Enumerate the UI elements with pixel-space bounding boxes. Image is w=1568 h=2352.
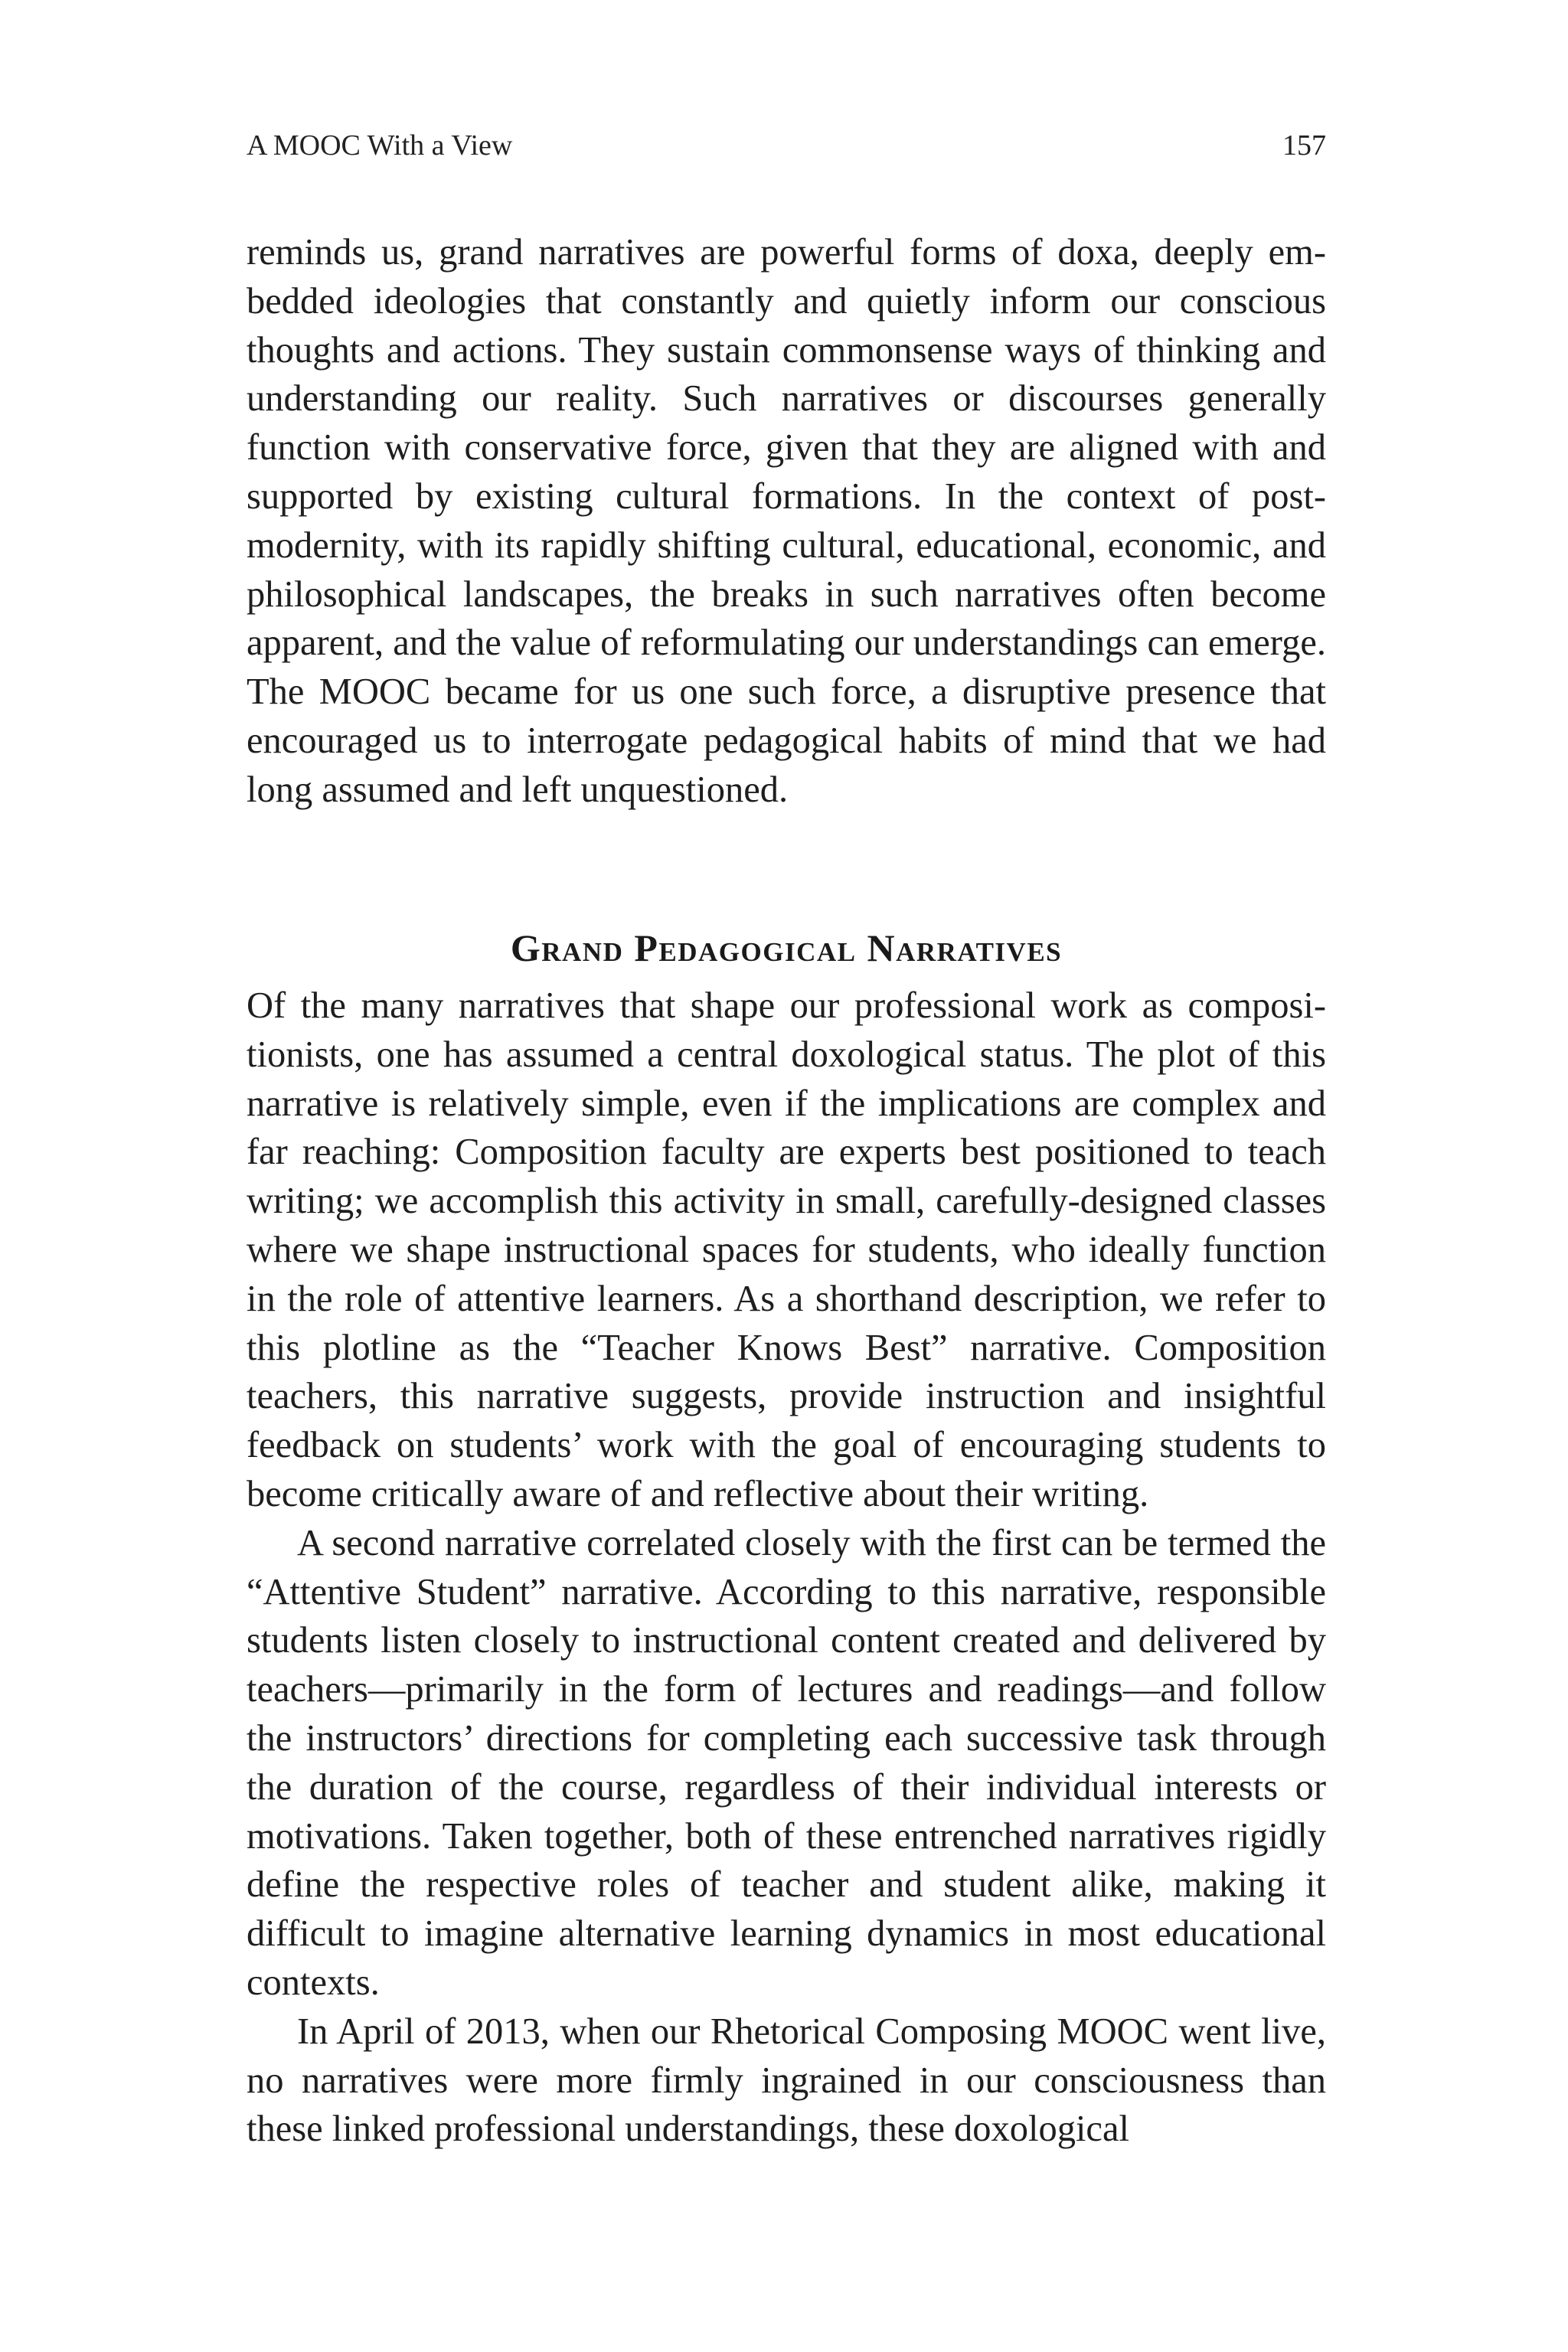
paragraph-continued: reminds us, grand narratives are powerful forms of doxa, deeply embedded ideologies that constantly and quietly inform our conscious thoughts and actions. They sustain commonsense ways of thinking and understanding our reality. Such narratives or discourses generally function with conservative force, given that they are aligned with and supported by existing cultural formations. In the context of postmodernity, with its rapidly shifting cultural, educational, economic, and philosophical landscapes, the breaks in such narratives often become apparent, and the value of reformulating our understandings can emerge. The MOOC became for us one such force, a disruptive presence that encouraged us to interrogate pedagogical habits of mind that we had long assumed and left unquestioned. <box>247 232 1326 810</box>
section-heading: Grand Pedagogical Narratives <box>510 926 1063 969</box>
paragraph-attentive-student: A second narrative correlated closely with the first can be termed the “Attentive Student” narrative. According to this narrative, responsible students listen closely to instructional content created and delivered by teachers—primarily in the form of lectures and readings—and follow the instructors’ directions for completing each successive task through the duration of the course, regardless of their individual interests or motivations. Taken together, both of these entrenched narratives rigidly define the respective roles of teacher and student alike, making it difficult to imagine alternative learning dynamics in most educational contexts. <box>247 1522 1326 2003</box>
running-head-title: A MOOC With a View <box>247 129 513 162</box>
page-number: 157 <box>1282 129 1326 162</box>
opening-text-block <box>247 228 1326 815</box>
paragraph-teacher-knows-best: Of the many narratives that shape our professional work as compositionists, one has assumed a central doxological status. The plot of this narrative is relatively simple, even if the implications are complex and far reaching: Composition faculty are experts best positioned to teach writing; we accomplish this activity in small, carefully-designed classes where we shape instructional spaces for students, who ideally function in the role of attentive learners. As a shorthand description, we refer to this plotline as the “Teacher Knows Best” narrative. Composition teachers, this narrative suggests, provide instruction and insightful feedback on students’ work with the goal of encouraging students to become critically aware of and reflective about their writing. <box>247 985 1326 1514</box>
section-text-block <box>247 982 1326 2154</box>
paragraph-april-2013: In April of 2013, when our Rhetorical Composing MOOC went live, no narratives were more firmly ingrained in our consciousness than these linked professional understandings, these doxological <box>247 2011 1326 2150</box>
running-head <box>247 122 1326 168</box>
